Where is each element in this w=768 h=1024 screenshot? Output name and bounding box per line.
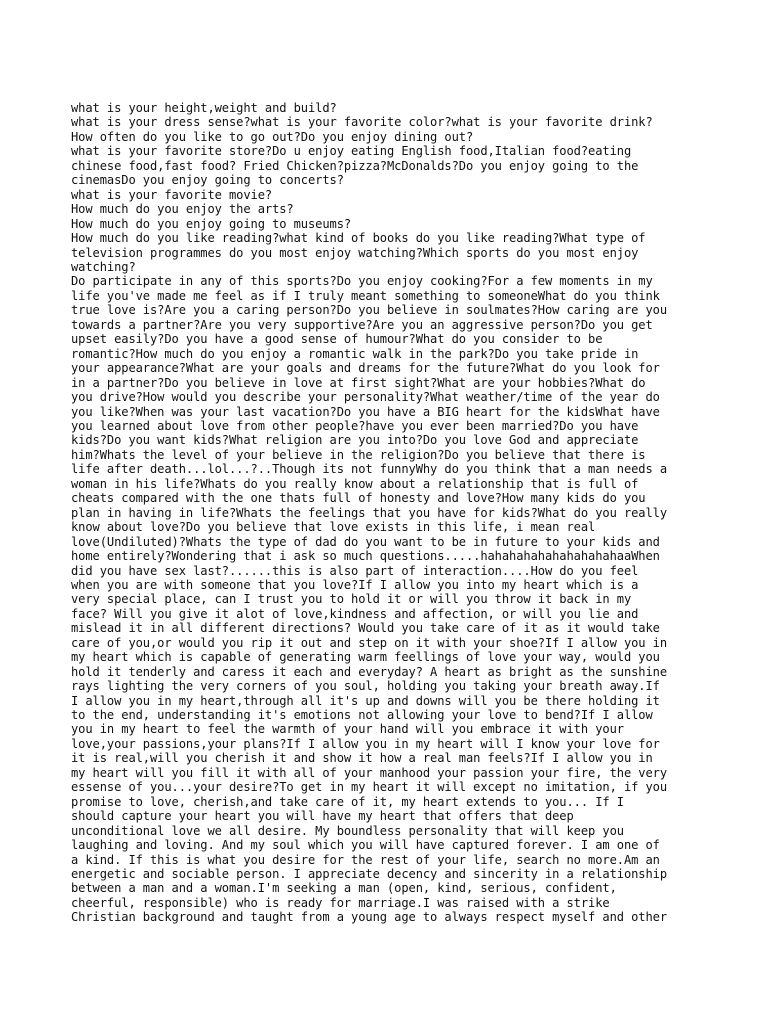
text-line: between a man and a woman.I'm seeking a man (open, kind, serious, confident, — [71, 881, 617, 896]
text-line: my heart will you fill it with all of your manhood your passion your fire, the very — [71, 765, 668, 780]
text-line: towards a partner?Are you very supportive?Are you an aggressive person?Do you get — [71, 317, 653, 332]
text-line: should capture your heart you will have my heart that offers that deep — [71, 809, 574, 824]
text-line: life you've made me feel as if I truly meant something to someoneWhat do you think — [71, 288, 660, 303]
text-line: chinese food,fast food? Fried Chicken?pizza?McDonalds?Do you enjoy going to the — [71, 158, 639, 173]
text-line: unconditional love we all desire. My boundless personality that will keep you — [71, 823, 624, 838]
text-line: television programmes do you most enjoy watching?Which sports do you most enjoy — [71, 245, 639, 260]
text-line: it is real,will you cherish it and show it how a real man feels?If I allow you in — [71, 751, 653, 766]
document-body — [71, 101, 731, 925]
text-line: hold it tenderly and caress it each and everyday? A heart as bright as the sunshine — [71, 664, 668, 679]
text-line: my heart which is capable of generating warm feellings of love your way, would you — [71, 650, 660, 665]
text-line: rays lighting the very corners of you soul, holding you taking your breath away.If — [71, 679, 660, 694]
text-line: when you are with someone that you love?If I allow you into my heart which is a — [71, 577, 639, 592]
text-line: How often do you like to go out?Do you enjoy dining out? — [71, 129, 474, 144]
text-line: energetic and sociable person. I appreciate decency and sincerity in a relationship — [71, 867, 668, 882]
text-line: him?Whats the level of your believe in the religion?Do you believe that there is — [71, 447, 646, 462]
text-line: cheerful, responsible) who is ready for marriage.I was raised with a strike — [71, 895, 610, 910]
text-line: promise to love, cherish,and take care of it, my heart extends to you... If I — [71, 794, 624, 809]
text-line: face? Will you give it alot of love,kindness and affection, or will you lie and — [71, 606, 639, 621]
text-line: plan in having in life?Whats the feelings that you have for kids?What do you really — [71, 505, 668, 520]
text-line: life after death...lol...?..Though its not funnyWhy do you think that a man needs a — [71, 462, 668, 477]
text-line: what is your dress sense?what is your favorite color?what is your favorite drink? — [71, 115, 653, 130]
text-line: you like?When was your last vacation?Do you have a BIG heart for the kidsWhat have — [71, 404, 660, 419]
text-line: know about love?Do you believe that love exists in this life, i mean real — [71, 520, 596, 535]
text-line: upset easily?Do you have a good sense of humour?What do you consider to be — [71, 332, 603, 347]
text-line: essense of you...your desire?To get in my heart it will except no imitation, if you — [71, 780, 668, 795]
text-line: home entirely?Wondering that i ask so much questions.....hahahahahahahahahahaaWhen — [71, 549, 660, 564]
text-line: How much do you enjoy the arts? — [71, 202, 294, 217]
text-line: love(Undiluted)?Whats the type of dad do you want to be in future to your kids and — [71, 534, 660, 549]
text-line: cinemasDo you enjoy going to concerts? — [71, 173, 344, 188]
text-line: mislead it in all different directions? Would you take care of it as it would take — [71, 621, 660, 636]
text-line: watching? — [71, 259, 136, 274]
text-line: laughing and loving. And my soul which you will have captured forever. I am one of — [71, 838, 660, 853]
text-line: How much do you enjoy going to museums? — [71, 216, 352, 231]
text-line: to the end, understanding it's emotions not allowing your love to bend?If I allow — [71, 708, 653, 723]
text-line: did you have sex last?......this is also part of interaction....How do you feel — [71, 563, 639, 578]
text-line: romantic?How much do you enjoy a romantic walk in the park?Do you take pride in — [71, 346, 639, 361]
text-line: How much do you like reading?what kind of books do you like reading?What type of — [71, 231, 646, 246]
text-line: cheats compared with the one thats full of honesty and love?How many kids do you — [71, 491, 646, 506]
text-line: what is your height,weight and build? — [71, 101, 337, 115]
text-line: Christian background and taught from a young age to always respect myself and other — [71, 910, 668, 925]
text-line: your appearance?What are your goals and dreams for the future?What do you look for — [71, 361, 660, 376]
text-line: very special place, can I trust you to hold it or will you throw it back in my — [71, 592, 632, 607]
text-line: you drive?How would you describe your personality?What weather/time of the year do — [71, 390, 660, 405]
text-line: love,your passions,your plans?If I allow you in my heart will I know your love for — [71, 736, 660, 751]
text-line: woman in his life?Whats do you really know about a relationship that is full of — [71, 476, 639, 491]
text-line: Do participate in any of this sports?Do you enjoy cooking?For a few moments in my — [71, 274, 653, 289]
text-line: a kind. If this is what you desire for the rest of your life, search no more.Am an — [71, 852, 660, 867]
text-line: kids?Do you want kids?What religion are you into?Do you love God and appreciate — [71, 433, 639, 448]
text-line: what is your favorite store?Do u enjoy eating English food,Italian food?eating — [71, 144, 632, 159]
text-line: what is your favorite movie? — [71, 187, 273, 202]
text-line: in a partner?Do you believe in love at first sight?What are your hobbies?What do — [71, 375, 646, 390]
text-line: you learned about love from other people?have you ever been married?Do you have — [71, 418, 639, 433]
text-line: you in my heart to feel the warmth of your hand will you embrace it with your — [71, 722, 624, 737]
text-line: I allow you in my heart,through all it's up and downs will you be there holding it — [71, 693, 660, 708]
text-line: true love is?Are you a caring person?Do you believe in soulmates?How caring are you — [71, 303, 668, 318]
text-line: care of you,or would you rip it out and step on it with your shoe?If I allow you in — [71, 635, 668, 650]
